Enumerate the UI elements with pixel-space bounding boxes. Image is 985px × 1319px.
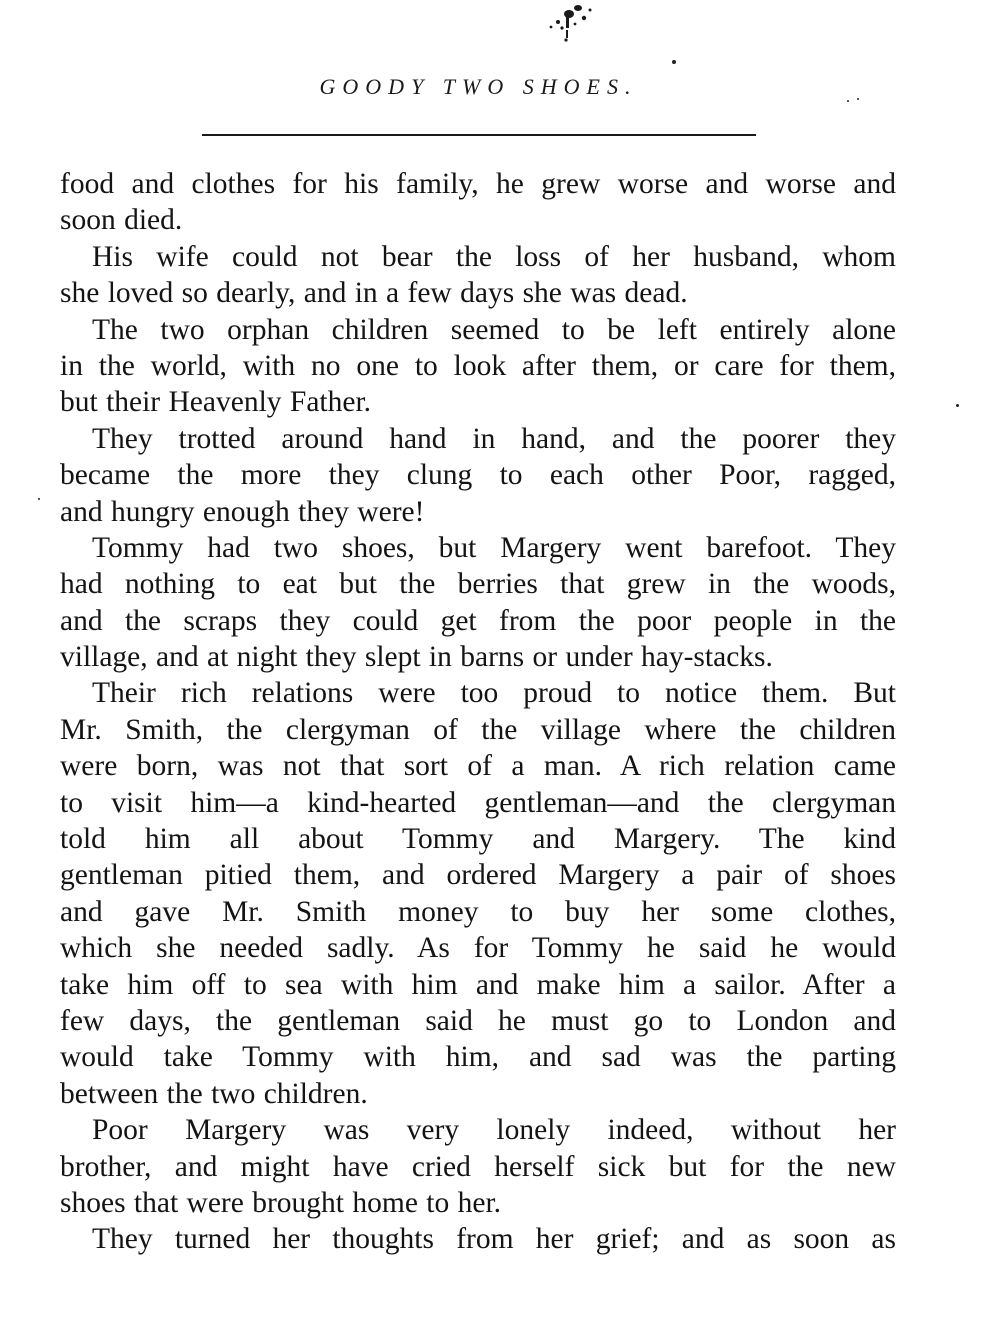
text-line: soon died. bbox=[60, 204, 183, 237]
print-speck bbox=[672, 60, 676, 64]
text-line: and gave Mr. Smith money to buy her some clothes, bbox=[60, 895, 896, 928]
print-speck bbox=[847, 100, 849, 102]
text-line: and the scraps they could get from the poor people in the bbox=[60, 604, 896, 637]
paragraph bbox=[60, 530, 896, 676]
print-speck bbox=[38, 498, 40, 500]
text-line: The two orphan children seemed to be left entirely alone bbox=[92, 313, 896, 346]
text-line: were born, was not that sort of a man. A rich relation came bbox=[60, 750, 896, 783]
text-line: food and clothes for his family, he grew worse and worse and bbox=[60, 168, 896, 200]
text-line: Mr. Smith, the clergyman of the village where the children bbox=[60, 713, 896, 746]
paragraph bbox=[60, 1221, 896, 1257]
text-line: and hungry enough they were! bbox=[60, 495, 425, 528]
paragraph bbox=[60, 312, 896, 421]
body-text bbox=[60, 166, 896, 1258]
running-head-text: GOODY TWO SHOES. bbox=[319, 74, 638, 99]
text-line: but their Heavenly Father. bbox=[60, 386, 372, 419]
text-line: few days, the gentleman said he must go to London and bbox=[60, 1004, 896, 1037]
text-line: Poor Margery was very lonely indeed, without her bbox=[92, 1114, 896, 1147]
text-line: told him all about Tommy and Margery. The kind bbox=[60, 823, 896, 856]
paragraph bbox=[60, 239, 896, 312]
text-line: which she needed sadly. As for Tommy he said he would bbox=[60, 932, 896, 965]
text-line: shoes that were brought home to her. bbox=[60, 1186, 502, 1219]
text-line: They turned her thoughts from her grief; and as soon as bbox=[92, 1223, 896, 1256]
text-line: village, and at night they slept in barns or under hay-stacks. bbox=[60, 641, 773, 674]
text-line: They trotted around hand in hand, and the poorer they bbox=[92, 422, 896, 455]
text-line: Tommy had two shoes, but Margery went barefoot. They bbox=[92, 531, 896, 564]
text-line: between the two children. bbox=[60, 1077, 368, 1110]
text-line: had nothing to eat but the berries that grew in the woods, bbox=[60, 568, 896, 601]
text-line: would take Tommy with him, and sad was the parting bbox=[60, 1041, 896, 1074]
header-rule bbox=[202, 134, 756, 136]
text-line: to visit him—a kind-hearted gentleman—and the clergyman bbox=[60, 786, 896, 819]
running-head bbox=[0, 74, 985, 100]
paragraph bbox=[60, 675, 896, 1112]
paragraph bbox=[60, 421, 896, 530]
printer-ornament-icon bbox=[522, 0, 612, 60]
print-speck bbox=[956, 404, 959, 407]
text-line: take him off to sea with him and make him a sailor. After a bbox=[60, 968, 896, 1001]
paragraph bbox=[60, 166, 896, 239]
text-line: she loved so dearly, and in a few days she was dead. bbox=[60, 277, 688, 310]
text-line: in the world, with no one to look after them, or care for them, bbox=[60, 349, 896, 382]
text-line: gentleman pitied them, and ordered Margery a pair of shoes bbox=[60, 859, 896, 892]
text-line: Their rich relations were too proud to notice them. But bbox=[92, 677, 896, 710]
text-line: became the more they clung to each other Poor, ragged, bbox=[60, 459, 896, 492]
paragraph bbox=[60, 1112, 896, 1221]
text-line: His wife could not bear the loss of her husband, whom bbox=[92, 240, 896, 273]
text-line: brother, and might have cried herself sick but for the new bbox=[60, 1150, 896, 1183]
